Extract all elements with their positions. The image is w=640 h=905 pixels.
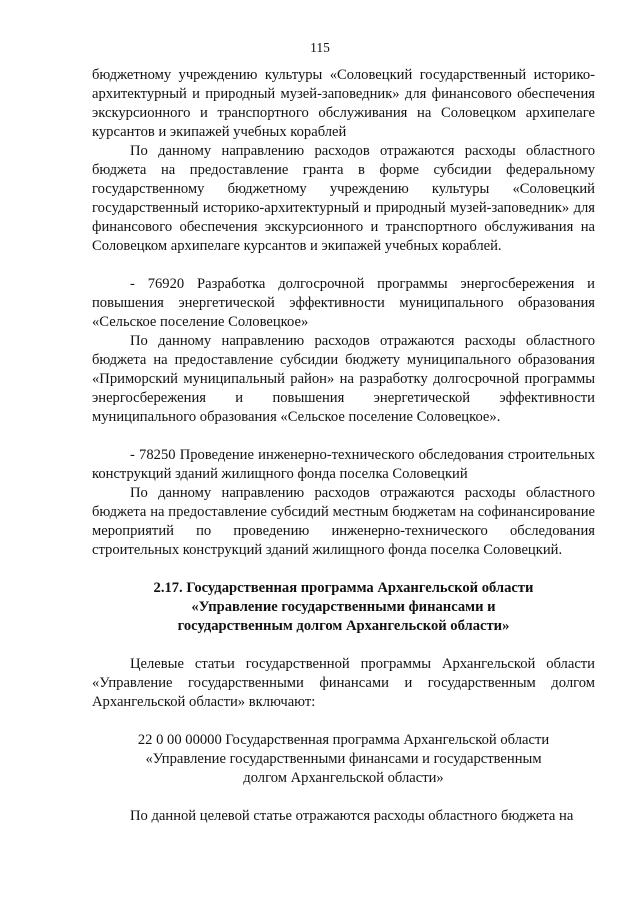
- paragraph-continuation: бюджетному учреждению культуры «Соловецкий государственный историко-архитектурный и природный музей-заповедник» для финансового обеспечения экскурсионного и транспортного обслуживания на Соловецком архипелаге курсантов и экипажей учебных кораблей: [92, 67, 595, 140]
- code-line: долгом Архангельской области»: [243, 770, 444, 786]
- section-heading-line: государственным долгом Архангельской области»: [177, 618, 510, 634]
- page-body: [92, 66, 595, 826]
- paragraph-target-articles-intro: Целевые статьи государственной программы Архангельской области «Управление государственными финансами и государственным долгом Архангельской области» включают:: [92, 656, 595, 710]
- section-heading: [92, 579, 595, 636]
- spacer: [92, 560, 595, 579]
- target-article-code-block: [92, 731, 595, 788]
- paragraph-grant-description: По данному направлению расходов отражаются расходы областного бюджета на предоставление гранта в форме субсидии федеральному государственному бюджетному учреждению культуры «Соловецкий государственный историко-архитектурный и природный музей-заповедник» для финансового обеспечения экскурсионного и транспортного обслуживания на Соловецком архипелаге курсантов и экипажей учебных кораблей.: [92, 143, 595, 254]
- paragraph-target-article-description: По данной целевой статье отражаются расходы областного бюджета на: [130, 808, 574, 824]
- spacer: [92, 427, 595, 446]
- section-heading-line: «Управление государственными финансами и: [191, 599, 496, 615]
- spacer: [92, 256, 595, 275]
- spacer: [92, 712, 595, 731]
- page-number: 115: [310, 40, 330, 55]
- spacer: [92, 636, 595, 655]
- spacer: [92, 788, 595, 807]
- code-line: «Управление государственными финансами и государственным: [145, 751, 542, 767]
- paragraph-item-76920: - 76920 Разработка долгосрочной программы энергосбережения и повышения энергетической эффективности муниципального образования «Сельское поселение Соловецкое»: [92, 276, 595, 330]
- section-heading-line: 2.17. Государственная программа Архангельской области: [153, 580, 534, 596]
- paragraph-item-78250-description: По данному направлению расходов отражаются расходы областного бюджета на предоставление субсидий местным бюджетам на софинансирование мероприятий по проведению инженерно-технического обследования строительных конструкций зданий жилищного фонда поселка Соловецкий.: [92, 485, 595, 558]
- code-line: 22 0 00 00000 Государственная программа Архангельской области: [137, 732, 550, 748]
- paragraph-item-76920-description: По данному направлению расходов отражаются расходы областного бюджета на предоставление субсидии бюджету муниципального образования «Приморский муниципальный район» на разработку долгосрочной программы энергосбережения и повышения энергетической эффективности муниципального образования «Сельское поселение Соловецкое».: [92, 333, 595, 425]
- paragraph-item-78250: - 78250 Проведение инженерно-технического обследования строительных конструкций зданий жилищного фонда поселка Соловецкий: [92, 447, 595, 482]
